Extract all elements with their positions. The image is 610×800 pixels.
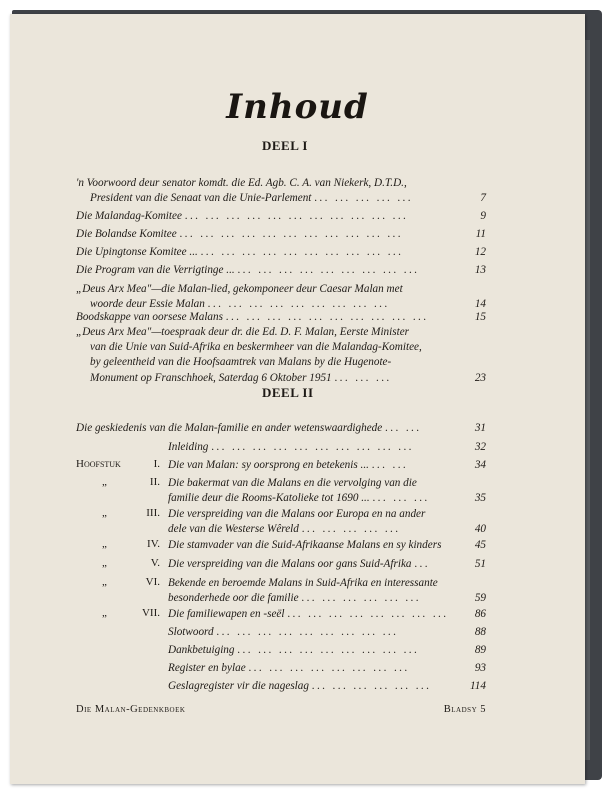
toc-entry-malan-lied: „Deus Arx Mea"—die Malan-lied, gekomponeer deur Caesar Malan met woorde deur Essie Malan ... ... ... ... ... ... ... ... ... 14 [76,282,486,312]
toc-entry-line: Geslagregister vir die nageslag [168,680,309,692]
toc-page-number: 11 [475,228,486,240]
toc-page-number: 59 [474,592,486,605]
toc-chapter-4 [168,538,486,553]
toc-entry-line: Bekende en beroemde Malans in Suid-Afrika en interessante [168,577,438,589]
ditto-mark: „ [102,607,107,619]
toc-chapter-2: Die bakermat van die Malans en die vervolging van die familie deur die Rooms-Katolieke tot 1690 ... ... ... ... 35 [168,476,486,506]
part-1-heading: DEEL I [262,138,308,153]
ditto-mark: „ [102,576,107,588]
toc-page-number: 86 [474,608,486,620]
toc-entry-line: Die stamvader van die Suid-Afrikaanse Malans en sy kinders [168,539,442,551]
ditto-mark: „ [102,538,107,550]
chapter-number: III. [146,507,160,519]
toc-chapter-3: Die verspreiding van die Malans oor Europa en na ander dele van die Westerse Wêreld ... ... ... ... ... 40 [168,507,486,537]
toc-chapter-1: Die van Malan: sy oorsprong en betekenis ... ... ... 34 [168,458,486,473]
toc-page-number: 15 [474,311,486,323]
toc-entry-line: woorde deur Essie Malan [90,298,205,311]
toc-entry-line: familie deur die Rooms-Katolieke tot 1690 ... [168,492,370,505]
chapter-number: IV. [147,538,160,550]
toc-page-number: 89 [474,644,486,656]
toc-page-number: 9 [480,210,486,222]
toc-entry-line: Die verspreiding van die Malans oor gans Suid-Afrika [168,558,412,570]
toc-entry-line: Die Program van die Verrigtinge ... [76,264,235,276]
toc-page-number: 88 [474,626,486,638]
toc-page-number: 32 [474,441,486,453]
toc-entry-line: President van die Senaat van die Unie-Parlement [90,192,312,205]
toc-entry-upingtonse-komitee: Die Upingtonse Komitee ... ... ... ... ... ... ... ... ... ... ... 12 [76,245,486,260]
book-page [10,14,585,784]
toc-entry-register: Register en bylae ... ... ... ... ... ... ... ... 93 [168,661,486,676]
chapter-label: Hoofstuk [76,458,121,470]
toc-page-number: 114 [470,680,486,692]
toc-page-number: 12 [474,246,486,258]
toc-entry-line: Die Bolandse Komitee [76,228,177,240]
toc-entry-line: 'n Voorwoord deur senator komdt. die Ed. Agb. C. A. van Niekerk, D.T.D., [76,177,407,189]
toc-entry-line: Register en bylae [168,662,246,674]
toc-entry-line: Die geskiedenis van die Malan-familie en ander wetenswaardighede [76,422,383,434]
toc-entry-slotwoord: Slotwoord ... ... ... ... ... ... ... ... ... 88 [168,625,486,640]
toc-chapter-5: Die verspreiding van die Malans oor gans Suid-Afrika ... 51 [168,557,486,572]
toc-entry-line: Die Malandag-Komitee [76,210,182,222]
toc-entry-line: van die Unie van Suid-Afrika en beskermheer van die Malandag-Komitee, [90,341,422,354]
toc-entry-dankbetuiging: Dankbetuiging ... ... ... ... ... ... ... ... ... 89 [168,643,486,658]
toc-entry-line: Die familiewapen en -seël [168,608,285,620]
footer-page-number: Bladsy 5 [443,704,486,715]
toc-entry-line: Die Upingtonse Komitee ... [76,246,198,258]
toc-entry-line: Die verspreiding van die Malans oor Europa en na ander [168,508,426,520]
toc-chapter-6: Bekende en beroemde Malans in Suid-Afrika en interessante besonderhede oor die familie ... ... ... ... ... ... 59 [168,576,486,606]
toc-entry-line: besonderhede oor die familie [168,592,299,605]
toc-page-number: 35 [474,492,486,505]
toc-entry-line: Monument op Franschhoek, Saterdag 6 Oktober 1951 [90,371,332,384]
toc-page-number: 13 [474,264,486,276]
toc-entry-line: Dankbetuiging [168,644,235,656]
toc-entry-line: Slotwoord [168,626,214,638]
toc-page-number: 51 [474,558,486,570]
toc-entry-line: Boodskappe van oorsese Malans [76,311,223,323]
chapter-number: VI. [145,576,160,588]
toc-page-number: 14 [474,298,486,311]
chapter-number: II. [149,476,160,488]
toc-entry-line: „Deus Arx Mea"—toespraak deur dr. die Ed. D. F. Malan, Eerste Minister [76,326,410,338]
toc-entry-inleiding: Inleiding ... ... ... ... ... ... ... ... ... ... 32 [168,440,486,455]
toc-entry-line: by geleentheid van die Hoofsaamtrek van Malans by die Hugenote- [90,356,392,369]
chapter-number: VII. [141,607,160,619]
toc-entry-line: dele van die Westerse Wêreld [168,523,299,536]
toc-entry-line: Die van Malan: sy oorsprong en betekenis ... [168,459,369,471]
toc-page-number: 34 [474,459,486,471]
part-2-heading: DEEL II [262,385,314,400]
chapter-number: I. [153,458,160,470]
toc-page-number: 45 [474,539,486,551]
toc-entry-program: Die Program van die Verrigtinge ... ... ... ... ... ... ... ... ... ... 13 [76,263,486,278]
toc-entry-toespraak: „Deus Arx Mea"—toespraak deur dr. die Ed. D. F. Malan, Eerste Minister van die Unie van Suid-Afrika en beskermheer van die Malandag-Komitee, by geleentheid van die Hoofsaamtrek van Malans by die Hugenote- Monument op Franschhoek, Saterdag 6 Oktober 1951 ... ... ... 23 [76,325,486,386]
ditto-mark: „ [102,476,107,488]
toc-page-number: 40 [474,523,486,536]
toc-chapter-7: Die familiewapen en -seël ... ... ... ... ... ... ... ... 86 [168,607,486,622]
footer-book-title: Die Malan-Gedenkboek [76,704,186,715]
toc-entry-bolandse-komitee: Die Bolandse Komitee ... ... ... ... ... ... ... ... ... ... ... 11 [76,227,486,242]
toc-entry-line: Die bakermat van die Malans en die vervolging van die [168,477,417,489]
toc-entry-line: Inleiding [168,441,209,453]
chapter-number: V. [150,557,160,569]
toc-entry-geskiedenis: Die geskiedenis van die Malan-familie en ander wetenswaardighede ... ... 31 [76,421,486,436]
toc-page-number: 93 [474,662,486,674]
ditto-mark: „ [102,557,107,569]
ditto-mark: „ [102,507,107,519]
toc-entry-line: „Deus Arx Mea"—die Malan-lied, gekomponeer deur Caesar Malan met [76,283,403,295]
toc-page-number: 7 [480,192,486,205]
toc-entry-boodskappe: Boodskappe van oorsese Malans ... ... ... ... ... ... ... ... ... ... 15 [76,310,486,325]
toc-entry-voorwoord: 'n Voorwoord deur senator komdt. die Ed. Agb. C. A. van Niekerk, D.T.D., President van die Senaat van die Unie-Parlement ... ... ... ... ... 7 [76,176,486,206]
toc-page-number: 23 [474,371,486,384]
page-title: Inhoud [226,87,369,127]
toc-entry-malandag-komitee: Die Malandag-Komitee ... ... ... ... ... ... ... ... ... ... ... 9 [76,209,486,224]
toc-entry-geslagregister: Geslagregister vir die nageslag ... ... ... ... ... ... 114 [168,679,486,694]
toc-page-number: 31 [474,422,486,434]
